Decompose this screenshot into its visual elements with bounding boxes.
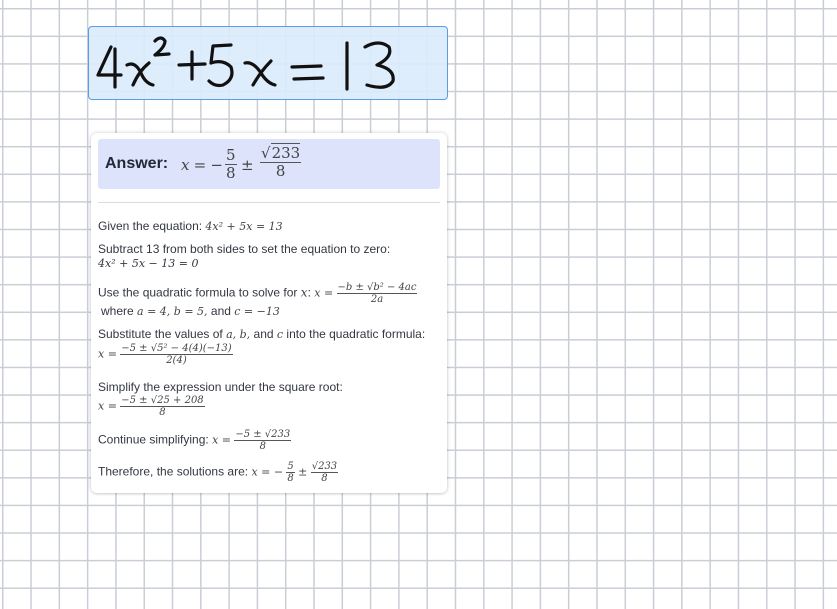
answer-radicand: 233 [271,144,301,162]
step-therefore-numerator-1: 5 [287,461,294,472]
step-therefore-text: Therefore, the solutions are: [98,464,249,479]
step-simplify-lhs: x = [98,399,117,413]
step-therefore-denominator-1: 8 [287,473,294,484]
answer-numerator-2 [260,145,301,163]
step-substitute [98,327,425,341]
answer-fraction-2 [260,145,301,179]
step-continue-denominator: 8 [259,441,266,452]
answer-minus: − [210,156,223,174]
step-formula-text: Use the quadratic formula to solve for [98,285,298,300]
answer-equals: = [193,156,207,174]
handwriting-input-box[interactable] [88,26,448,100]
step-therefore-fraction-2 [311,461,338,484]
step-continue-numerator: −5 ± √233 [235,429,291,440]
step-subtract-math: 4x² + 5x − 13 = 0 [98,257,199,270]
step-where-c: c = −13 [234,305,280,318]
step-substitute-denominator: 2(4) [166,355,187,366]
step-substitute-numerator: −5 ± √5² − 4(4)(−13) [121,343,232,354]
step-simplify-fraction [120,395,204,418]
step-substitute-fraction [120,343,232,366]
solution-card [91,133,447,493]
step-given-math: 4x² + 5x = 13 [205,220,283,233]
step-formula-numerator: −b ± √b² − 4ac [337,282,417,293]
step-formula-denominator: 2a [370,294,384,305]
step-therefore-plus-minus: ± [298,465,308,479]
handwritten-equation [89,27,449,101]
answer-denominator-1: 8 [226,163,236,182]
step-simplify-text: Simplify the expression under the square root: [98,380,343,394]
step-therefore-fraction-1 [286,461,294,484]
step-simplify-expr [98,395,205,418]
step-continue [98,429,291,452]
step-formula-colon: : [307,285,311,300]
answer-math [181,156,223,174]
answer-variable: x [181,156,190,174]
step-simplify-denominator: 8 [159,407,166,418]
step-continue-lhs: x = [212,433,231,447]
step-substitute-text: Substitute the values of [98,327,223,341]
step-continue-fraction [234,429,291,452]
answer-plus-minus: ± [241,156,254,174]
step-substitute-expr [98,343,233,366]
step-where-text: where [101,304,134,318]
step-substitute-lhs: x = [98,347,117,361]
step-formula-fraction [337,282,418,305]
step-therefore-numerator-2: √233 [311,461,338,472]
step-substitute-tail: into the quadratic formula: [286,327,426,341]
step-where-ab: a = 4, b = 5, [137,305,208,318]
answer-denominator-2: 8 [275,161,286,180]
step-given-text: Given the equation: [98,219,203,233]
answer-sqrt-symbol: √ [261,144,271,162]
step-subtract-text: Subtract 13 from both sides to set the equation to zero: [98,242,391,256]
answer-fraction-1 [225,147,237,181]
step-given [98,219,283,233]
step-therefore [98,461,338,484]
step-where-and: and [210,304,231,318]
answer-label: Answer: [105,155,169,172]
step-formula-var: x [300,285,308,300]
step-substitute-vars: a, b, [226,328,251,341]
step-therefore-denominator-2: 8 [321,473,328,484]
step-continue-text: Continue simplifying: [98,432,209,447]
step-formula [98,282,417,305]
step-therefore-lhs: x = − [251,465,284,479]
step-substitute-c: c [276,328,284,341]
answer-numerator-1: 5 [226,146,236,164]
answer-bar [98,139,440,189]
step-substitute-and: and [253,327,274,341]
step-where [101,304,280,318]
step-simplify-numerator: −5 ± √25 + 208 [121,395,204,406]
answer-divider [98,202,440,203]
step-formula-lhs: x = [314,286,334,300]
